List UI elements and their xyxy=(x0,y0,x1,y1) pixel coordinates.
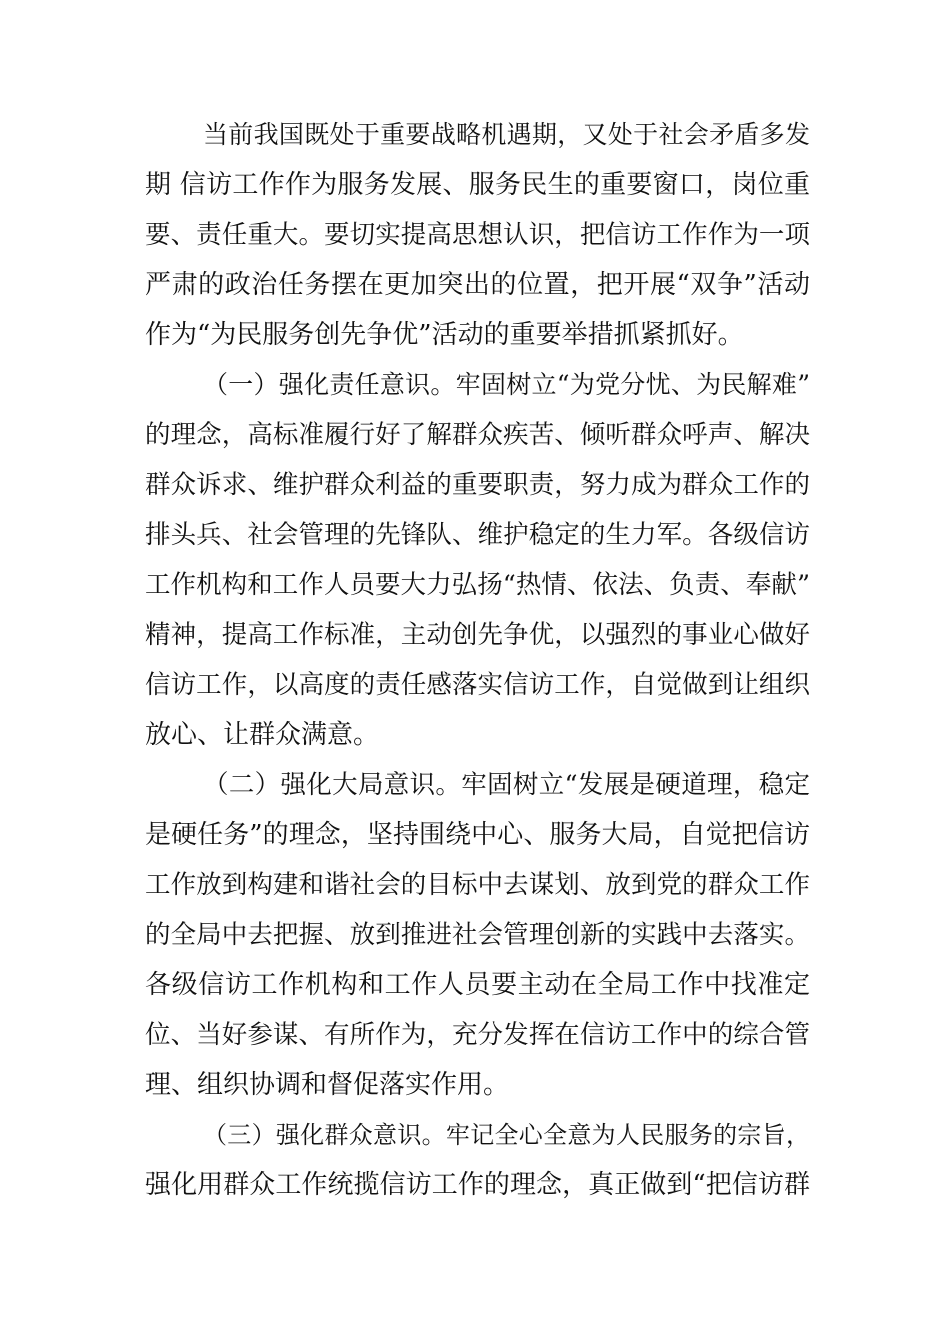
section-heading-line: （一）强化责任意识。牢固树立“为党分忧、为民解难” xyxy=(203,370,810,399)
text-line: 位、当好参谋、有所作为，充分发挥在信访工作中的综合管 xyxy=(145,1020,810,1050)
paragraph-intro xyxy=(145,110,810,360)
text-line: 的全局中去把握、放到推进社会管理创新的实践中去落实。 xyxy=(145,920,810,950)
text-line: 放心、让群众满意。 xyxy=(145,720,380,750)
section-heading-line: （二）强化大局意识。牢固树立“发展是硬道理，稳定 xyxy=(203,770,810,800)
paragraph-section-1 xyxy=(145,360,810,760)
text-line: 理、组织协调和督促落实作用。 xyxy=(145,1070,510,1100)
text-line: 的理念，高标准履行好了解群众疾苦、倾听群众呼声、解决 xyxy=(145,420,810,450)
text-line: 群众诉求、维护群众利益的重要职责，努力成为群众工作的 xyxy=(145,470,810,500)
text-line: 要、责任重大。要切实提高思想认识，把信访工作作为一项 xyxy=(145,220,810,250)
text-line: 信访工作，以高度的责任感落实信访工作，自觉做到让组织 xyxy=(145,670,810,700)
text-line: 工作放到构建和谐社会的目标中去谋划、放到党的群众工作 xyxy=(145,870,810,900)
section-heading-line: （三）强化群众意识。牢记全心全意为人民服务的宗旨， xyxy=(203,1121,810,1149)
text-line: 作为“为民服务创先争优”活动的重要举措抓紧抓好。 xyxy=(145,320,744,350)
text-line: 当前我国既处于重要战略机遇期，又处于社会矛盾多发 xyxy=(203,120,810,149)
text-line: 各级信访工作机构和工作人员要主动在全局工作中找准定 xyxy=(145,970,810,1000)
paragraph-section-2 xyxy=(145,760,810,1110)
text-line: 强化用群众工作统揽信访工作的理念，真正做到“把信访群 xyxy=(145,1170,810,1200)
text-line: 精神，提高工作标准，主动创先争优，以强烈的事业心做好 xyxy=(145,620,810,650)
paragraph-section-3 xyxy=(145,1110,810,1210)
text-line: 期 信访工作作为服务发展、服务民生的重要窗口，岗位重 xyxy=(145,170,810,200)
text-line: 是硬任务”的理念，坚持围绕中心、服务大局，自觉把信访 xyxy=(145,820,810,850)
text-line: 排头兵、社会管理的先锋队、维护稳定的生力军。各级信访 xyxy=(145,520,810,550)
text-line: 工作机构和工作人员要大力弘扬“热情、依法、负责、奉献” xyxy=(145,570,810,600)
document-body xyxy=(145,110,810,1210)
text-line: 严肃的政治任务摆在更加突出的位置，把开展“双争”活动 xyxy=(145,270,810,300)
